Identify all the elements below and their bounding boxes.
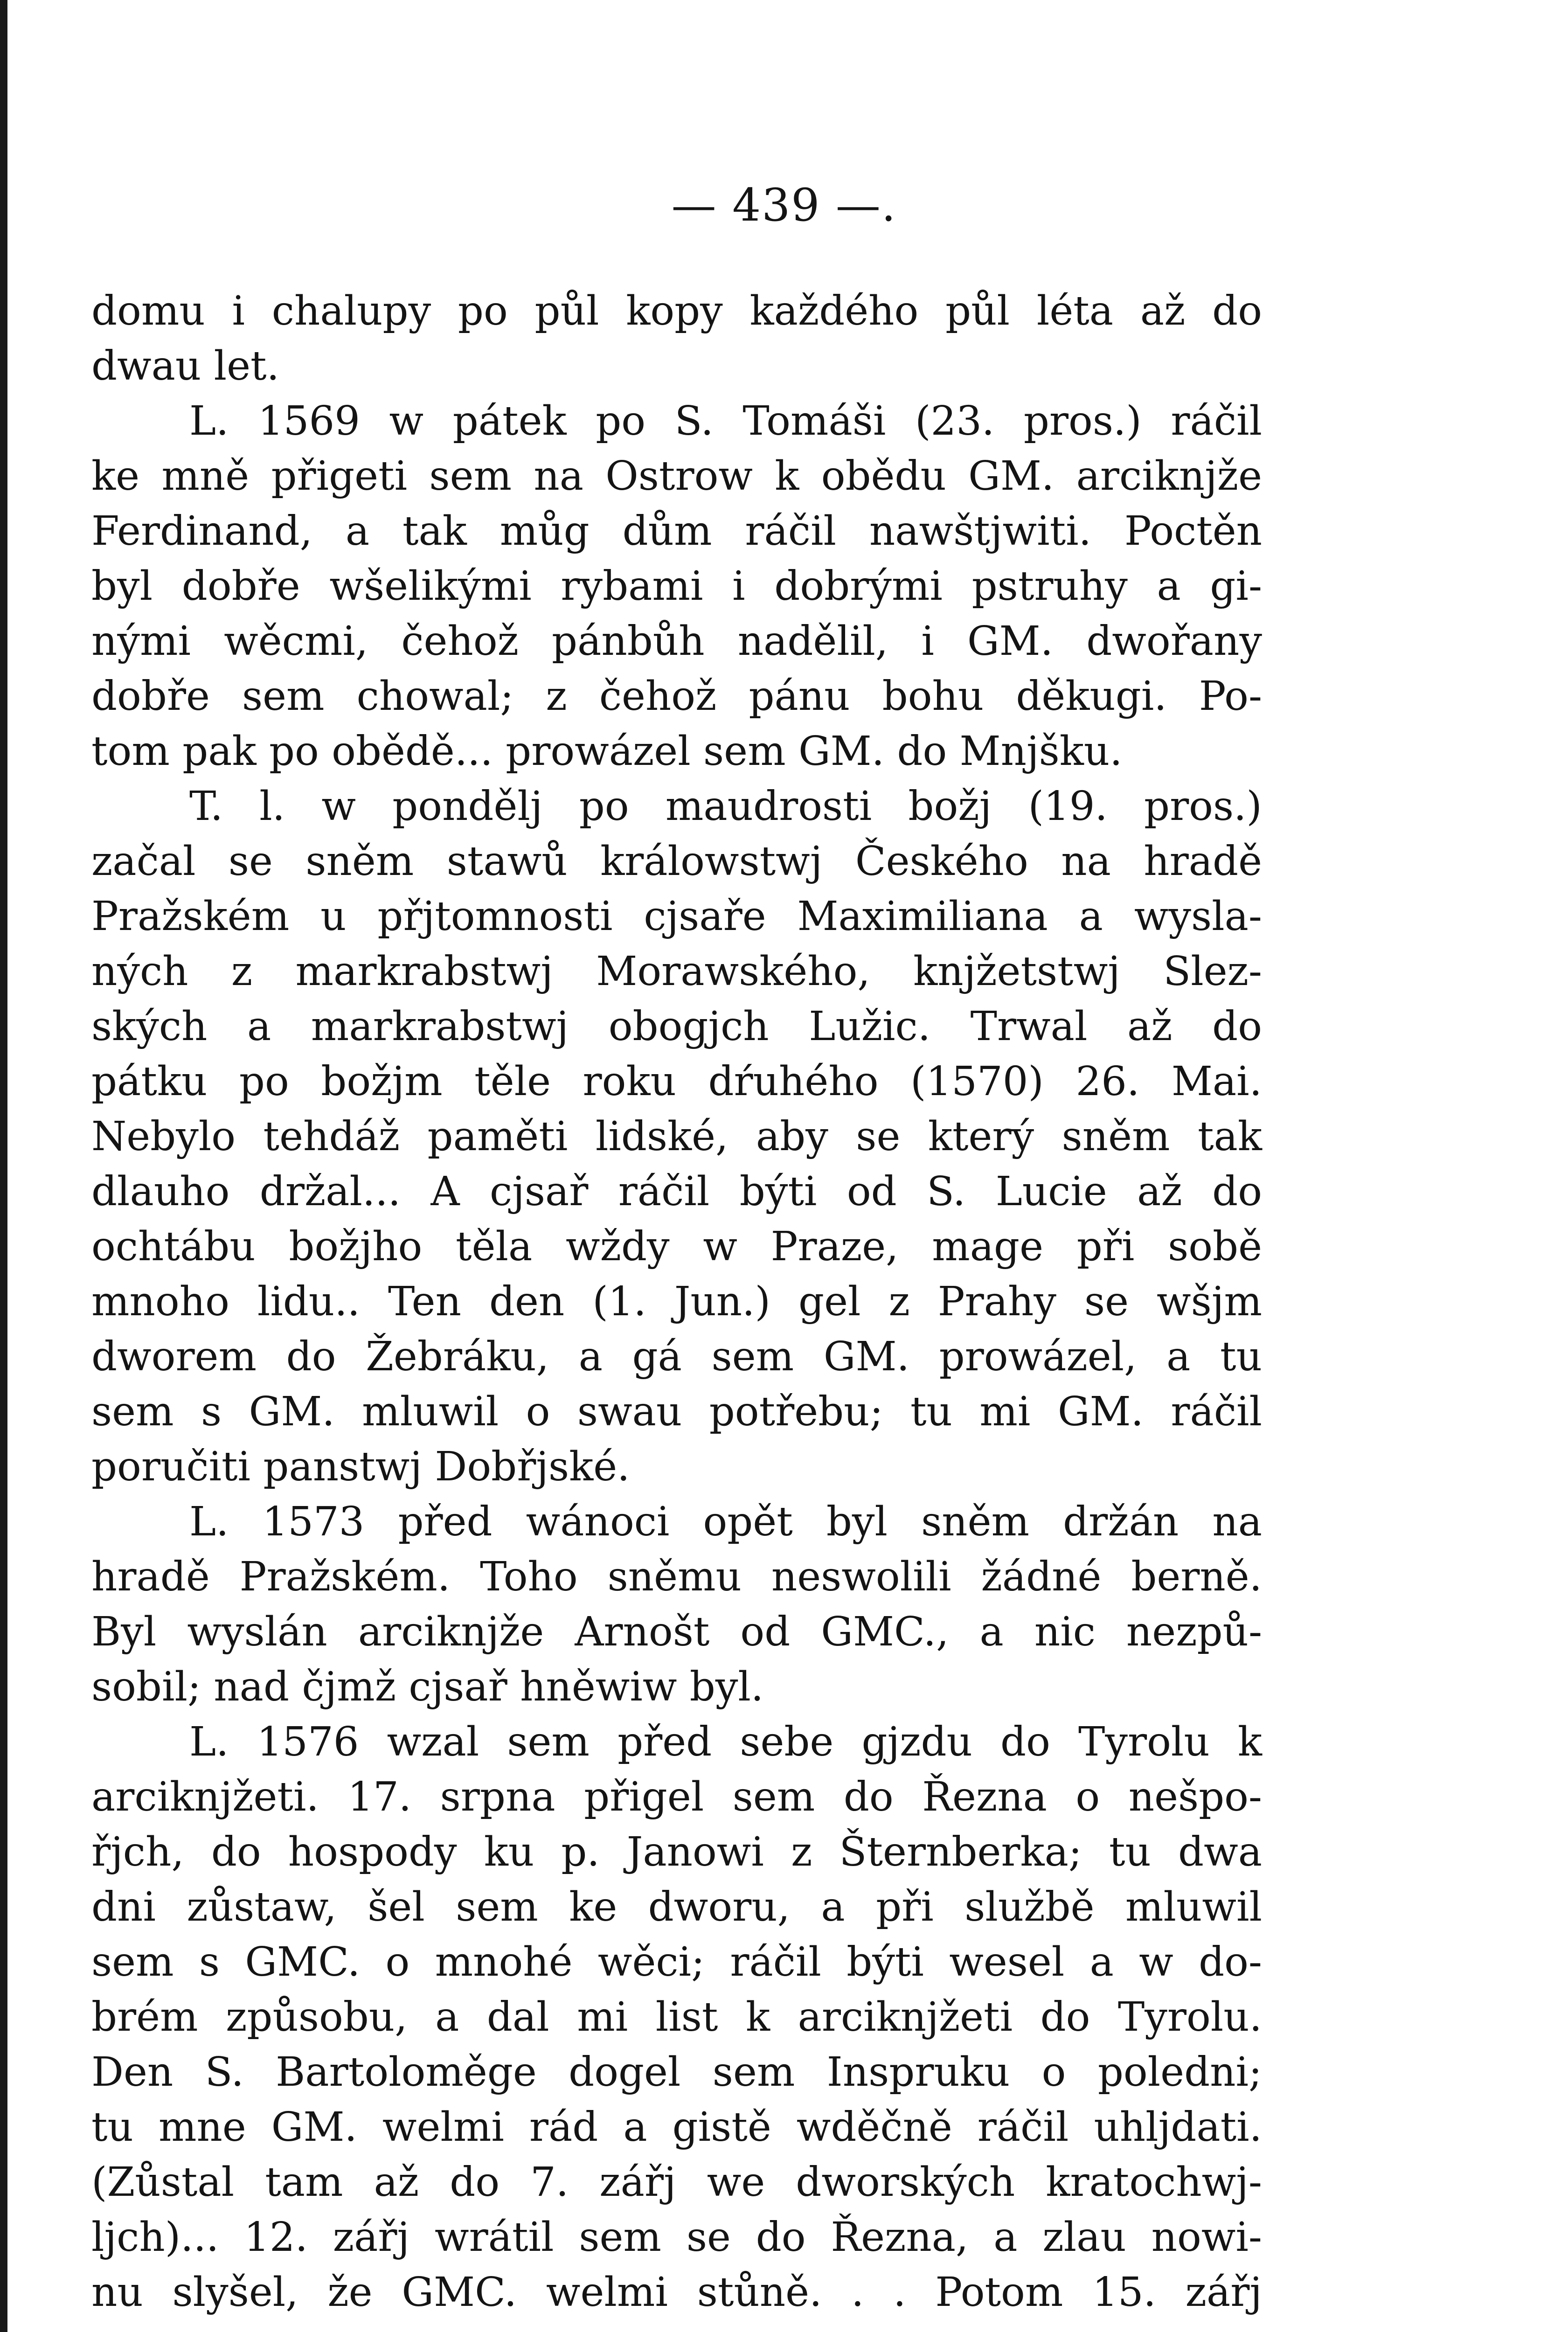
text-line: brém způsobu, a dal mi list k arciknjžeti do Tyrolu.: [91, 1994, 1262, 2040]
text-line: arciknjžeti. 17. srpna přigel sem do Řezna o nešpo-: [91, 1774, 1262, 1820]
text-line: mnoho lidu.. Ten den (1. Jun.) gel z Prahy se wšjm: [91, 1278, 1262, 1325]
text-line: Ferdinand, a tak můg dům ráčil nawštjwiti. Poctěn: [91, 508, 1262, 555]
text-line: (Zůstal tam až do 7. zářj we dworských kratochwj-: [91, 2159, 1262, 2206]
text-line: ných z markrabstwj Morawského, knjžetstwj Slez-: [91, 948, 1262, 995]
text-line: L. 1576 wzal sem před sebe gjzdu do Tyrolu k: [189, 1719, 1262, 1765]
text-line: sobil; nad čjmž cjsař hněwiw byl.: [91, 1664, 764, 1710]
text-line: Den S. Bartoloměge dogel sem Inspruku o poledni;: [91, 2049, 1262, 2096]
text-line: dlauho držal... A cjsař ráčil býti od S. Lucie až do: [91, 1168, 1262, 1215]
text-line: tom pak po obědě... prowázel sem GM. do Mnjšku.: [91, 728, 1123, 775]
paragraph: [91, 394, 1262, 779]
text-line: tu mne GM. welmi rád a gistě wděčně ráčil uhljdati.: [91, 2104, 1262, 2151]
body-text: [91, 284, 1262, 2320]
text-line: nu slyšel, že GMC. welmi stůně. . . Potom 15. zářj: [91, 2269, 1262, 2316]
text-line: L. 1569 w pátek po S. Tomáši (23. pros.) ráčil: [189, 398, 1262, 444]
text-line: poručiti panstwj Dobřjské.: [91, 1444, 630, 1490]
text-line: domu i chalupy po půl kopy každého půl léta až do: [91, 288, 1262, 334]
page-edge-rule: [0, 0, 7, 2332]
text-line: T. l. w pondělj po maudrosti božj (19. pros.): [189, 783, 1262, 830]
text-line: byl dobře wšelikými rybami i dobrými pstruhy a gi-: [91, 563, 1262, 610]
paragraph: [91, 284, 1262, 394]
text-line: L. 1573 před wánoci opět byl sněm držán na: [189, 1499, 1262, 1545]
text-line: Nebylo tehdáž paměti lidské, aby se který sněm tak: [91, 1113, 1262, 1160]
text-line: Byl wyslán arciknjže Arnošt od GMC., a nic nezpů-: [91, 1609, 1262, 1655]
text-line: řjch, do hospody ku p. Janowi z Šternberka; tu dwa: [91, 1829, 1262, 1875]
text-line: ochtábu božjho těla wždy w Praze, mage při sobě: [91, 1223, 1262, 1270]
text-line: ljch)... 12. zářj wrátil sem se do Řezna, a zlau nowi-: [91, 2214, 1262, 2261]
text-line: dworem do Žebráku, a gá sem GM. prowázel, a tu: [91, 1333, 1262, 1380]
text-line: hradě Pražském. Toho sněmu neswolili žádné berně.: [91, 1554, 1262, 1600]
text-line: dobře sem chowal; z čehož pánu bohu děkugi. Po-: [91, 673, 1262, 720]
text-line: sem s GM. mluwil o swau potřebu; tu mi GM. ráčil: [91, 1388, 1262, 1435]
paragraph: [91, 1714, 1262, 2320]
paragraph: [91, 1494, 1262, 1714]
text-line: dni zůstaw, šel sem ke dworu, a při službě mluwil: [91, 1884, 1262, 1930]
text-line: sem s GMC. o mnohé wěci; ráčil býti wesel a w do-: [91, 1939, 1262, 1985]
text-line: Pražském u přjtomnosti cjsaře Maximiliana a wysla-: [91, 893, 1262, 940]
text-line: dwau let.: [91, 343, 279, 389]
page-number: — 439 —.: [671, 179, 897, 231]
text-line: nými wěcmi, čehož pánbůh nadělil, i GM. dwořany: [91, 618, 1262, 665]
text-line: ke mně přigeti sem na Ostrow k obědu GM. arciknjže: [91, 453, 1262, 500]
text-line: pátku po božjm těle roku dŕuhého (1570) 26. Mai.: [91, 1058, 1262, 1105]
text-line: ských a markrabstwj obogjch Lužic. Trwal až do: [91, 1003, 1262, 1050]
paragraph: [91, 779, 1262, 1494]
text-line: začal se sněm stawů králowstwj Českého na hradě: [91, 838, 1262, 885]
